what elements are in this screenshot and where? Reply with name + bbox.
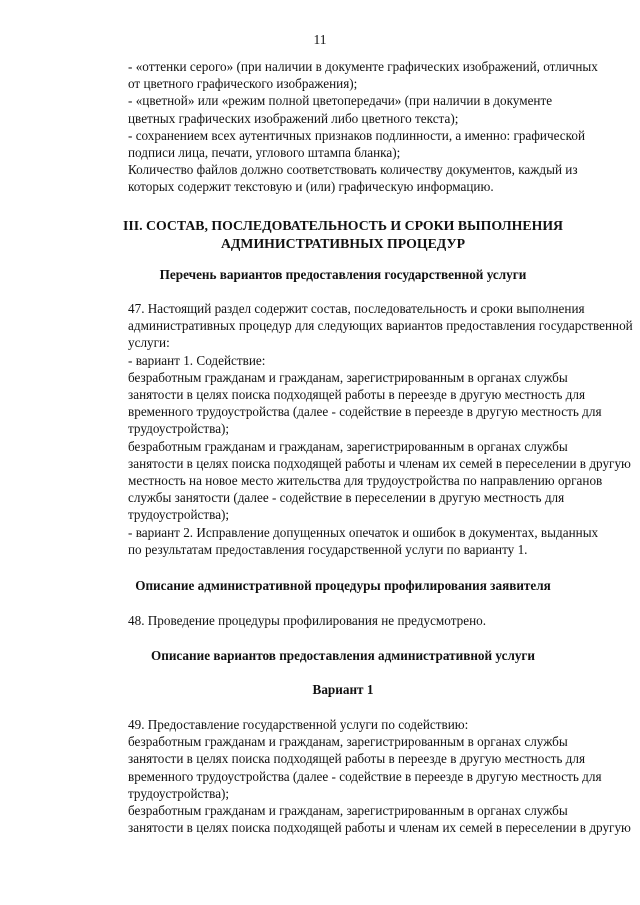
text-line: безработным гражданам и гражданам, зарегистрированным в органах службы bbox=[128, 734, 568, 750]
text-line: занятости в целях поиска подходящей работы и членам их семей в переселении в другую bbox=[128, 455, 631, 471]
text-line: безработным гражданам и гражданам, зарегистрированным в органах службы bbox=[128, 369, 568, 385]
text-line: услуги: bbox=[128, 335, 170, 351]
text-line: цветных графических изображений либо цветного текста); bbox=[128, 110, 459, 126]
text-line: которых содержит текстовую и (или) графическую информацию. bbox=[128, 179, 494, 195]
paragraph-relocation-temporary bbox=[93, 733, 602, 802]
paragraph-authenticity bbox=[93, 127, 593, 161]
text-line: безработным гражданам и гражданам, зарегистрированным в органах службы bbox=[128, 438, 568, 454]
paragraph-color bbox=[93, 92, 593, 126]
section-49-block bbox=[93, 716, 631, 836]
paragraph-resettlement bbox=[93, 438, 631, 524]
intro-block bbox=[93, 58, 598, 196]
text-line: трудоустройства); bbox=[128, 421, 230, 437]
text-line: Количество файлов должно соответствовать количеству документов, каждый из bbox=[128, 162, 578, 178]
text-line: - «оттенки серого» (при наличии в документе графических изображений, отличных bbox=[128, 59, 598, 74]
paragraph-variant-2 bbox=[93, 524, 599, 558]
subheading-profiling: Описание административной процедуры профилирования заявителя bbox=[135, 578, 551, 593]
subheading-variants-list: Перечень вариантов предоставления государственной услуги bbox=[159, 267, 527, 282]
paragraph-resettlement bbox=[93, 802, 631, 836]
paragraph-grayscale bbox=[93, 58, 598, 92]
text-line: - сохранением всех аутентичных признаков подлинности, а именно: графической bbox=[128, 127, 586, 143]
text-line: временного трудоустройства (далее - содействие в переезде в другую местность для bbox=[128, 404, 602, 420]
text-line: подписи лица, печати, углового штампа бланка); bbox=[128, 145, 401, 161]
text-line: трудоустройства); bbox=[128, 785, 230, 801]
text-line: местность на новое место жительства для трудоустройства по направлению органов bbox=[128, 473, 603, 489]
text-line: - «цветной» или «режим полной цветопередачи» (при наличии в документе bbox=[128, 93, 553, 109]
text-line: по результатам предоставления государственной услуги по варианту 1. bbox=[128, 541, 528, 557]
subheading-variants-description: Описание вариантов предоставления административной услуги bbox=[150, 648, 536, 663]
section-48-block bbox=[93, 612, 593, 629]
section-title-line: АДМИНИСТРАТИВНЫХ ПРОЦЕДУР bbox=[220, 236, 466, 251]
text-line: от цветного графического изображения); bbox=[128, 76, 358, 92]
text-line: занятости в целях поиска подходящей работы в переезде в другую местность для bbox=[128, 387, 586, 403]
text-line: трудоустройства); bbox=[128, 507, 230, 523]
text-line: - вариант 2. Исправление допущенных опечаток и ошибок в документах, выданных bbox=[128, 524, 599, 540]
page-number: 11 bbox=[313, 32, 327, 47]
subheading-variant-1: Вариант 1 bbox=[312, 682, 374, 697]
section-title bbox=[93, 217, 593, 253]
section-title-line: III. СОСТАВ, ПОСЛЕДОВАТЕЛЬНОСТЬ И СРОКИ ВЫПОЛНЕНИЯ bbox=[122, 218, 564, 233]
section-47-block bbox=[93, 300, 633, 558]
variant-1-label: - вариант 1. Содействие: bbox=[128, 352, 266, 368]
paragraph-relocation-temporary bbox=[93, 369, 602, 438]
text-line: занятости в целях поиска подходящей работы в переезде в другую местность для bbox=[128, 751, 586, 767]
text-line: безработным гражданам и гражданам, зарегистрированным в органах службы bbox=[128, 803, 568, 819]
paragraph-49: 49. Предоставление государственной услуги по содействию: bbox=[128, 717, 469, 732]
text-line: временного трудоустройства (далее - содействие в переезде в другую местность для bbox=[128, 768, 602, 784]
paragraph-48: 48. Проведение процедуры профилирования не предусмотрено. bbox=[128, 613, 487, 628]
text-line: 47. Настоящий раздел содержит состав, последовательность и сроки выполнения bbox=[128, 301, 585, 316]
paragraph-47 bbox=[93, 300, 633, 352]
text-line: административных процедур для следующих вариантов предоставления государственной bbox=[128, 318, 633, 334]
paragraph-file-count bbox=[93, 161, 593, 195]
text-line: службы занятости (далее - содействие в переселении в другую местность для bbox=[128, 490, 565, 506]
text-line: занятости в целях поиска подходящей работы и членам их семей в переселении в другую bbox=[128, 820, 631, 836]
